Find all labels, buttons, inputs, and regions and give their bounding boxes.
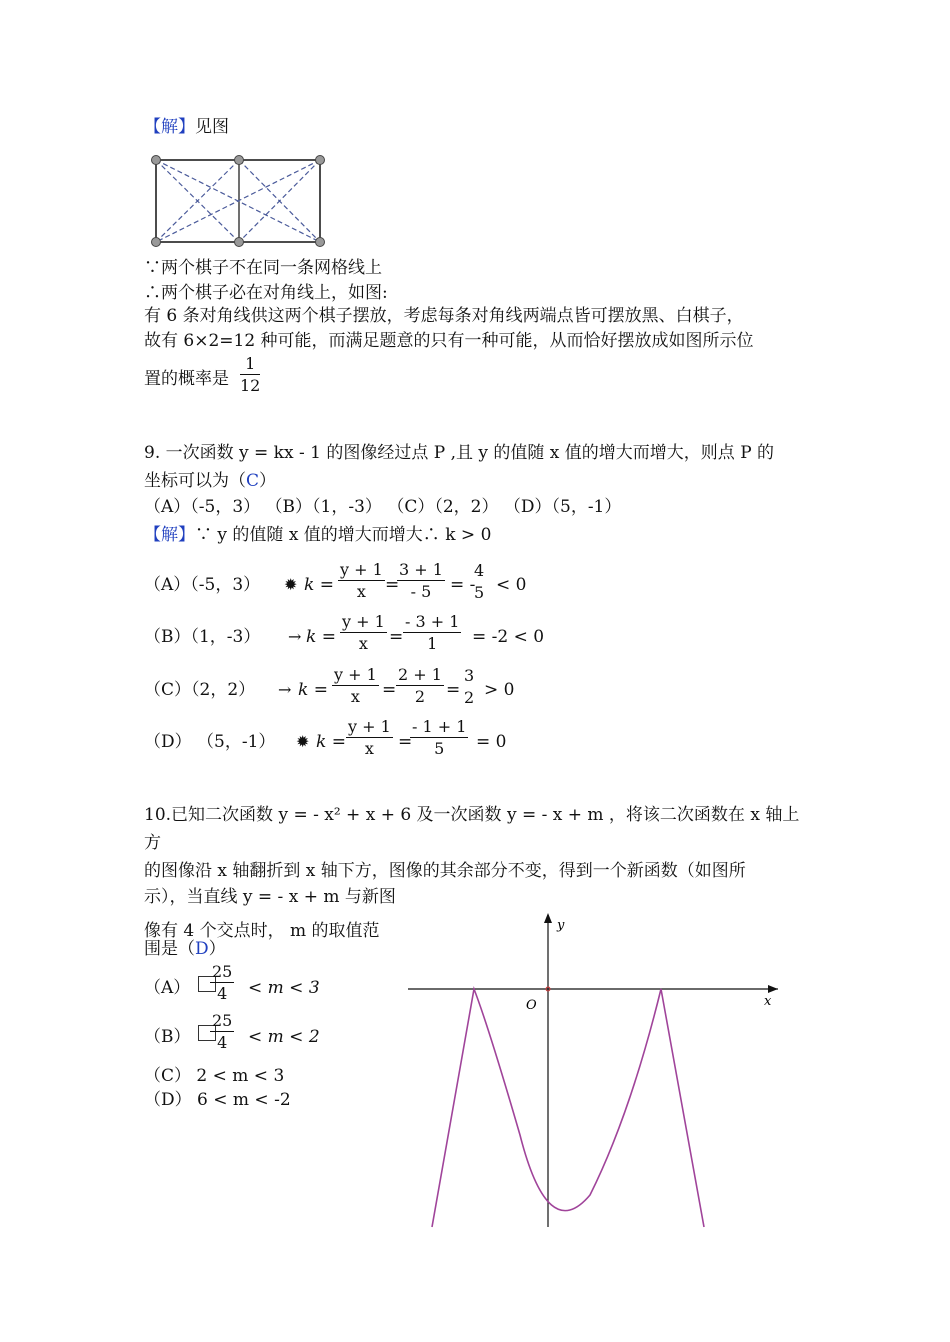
frac-num: y + 1 bbox=[334, 665, 377, 684]
q9-row-d-label: （D） （5，-1） bbox=[144, 732, 276, 752]
q9-row-c-frac-1 bbox=[332, 665, 379, 708]
frac-num: 2 + 1 bbox=[398, 665, 442, 684]
q10-option-b-label: （B） bbox=[144, 1027, 191, 1047]
frac-den: x bbox=[350, 687, 360, 706]
prev-line-5: 置的概率是 bbox=[144, 369, 229, 389]
frac-den: x bbox=[364, 739, 374, 758]
prev-solution-header bbox=[144, 116, 229, 138]
q9-row-d-k: k = bbox=[316, 732, 346, 752]
frac-den: 2 bbox=[414, 687, 426, 706]
q10-option-c: （C） 2 < m < 3 bbox=[144, 1066, 285, 1086]
frac-den: - 5 bbox=[410, 582, 432, 601]
frac-den: 4 bbox=[217, 1033, 228, 1052]
prev-line-4: 故有 6×2=12 种可能，而满足题意的只有一种可能，从而恰好摆放成如图所示位 bbox=[144, 331, 754, 351]
q9-row-d-frac-1 bbox=[346, 717, 393, 760]
frac-num: - 3 + 1 bbox=[405, 612, 460, 631]
new-function-curve bbox=[432, 989, 704, 1227]
q9-row-d-eq: = bbox=[398, 732, 413, 752]
q9-answer: C bbox=[246, 471, 260, 491]
q10-stem-line-4: 示），当直线 y = - x + m 与新图 bbox=[144, 887, 396, 907]
q9-row-a-arrow: ✹ bbox=[284, 575, 298, 594]
chessboard-diagram bbox=[146, 150, 332, 250]
q9-row-b-eq: = bbox=[389, 627, 404, 647]
q9-row-a-frac-1 bbox=[338, 560, 385, 603]
frac-num: 4 bbox=[474, 561, 485, 580]
q9-row-b-frac-2 bbox=[403, 612, 461, 655]
q9-solution-text: ∵ y 的值随 x 值的增大而增大∴ k > 0 bbox=[195, 525, 492, 545]
frac-num: 3 bbox=[464, 666, 475, 685]
q9-row-d-frac-2 bbox=[410, 717, 468, 760]
q10-option-a-label: （A） bbox=[144, 978, 191, 998]
solution-tag-text: 见图 bbox=[195, 117, 229, 137]
q10-option-a-fraction bbox=[210, 962, 234, 1005]
probability-fraction bbox=[240, 354, 260, 397]
solution-tag: 【解】 bbox=[144, 117, 195, 137]
q9-row-c-eq2: = bbox=[446, 680, 461, 700]
q9-row-a-eq: = bbox=[385, 575, 400, 595]
frac-den: 5 bbox=[434, 739, 445, 758]
q9-stem-suffix: ） bbox=[259, 471, 277, 491]
q10-stem-line-6 bbox=[144, 938, 226, 960]
frac-num: 3 + 1 bbox=[399, 560, 443, 579]
frac-num: y + 1 bbox=[342, 612, 385, 631]
q9-stem-line-2 bbox=[144, 470, 276, 492]
q9-row-c-eq: = bbox=[382, 680, 397, 700]
q9-row-b-k: k = bbox=[306, 627, 336, 647]
q10-stem-suffix: ） bbox=[208, 939, 226, 959]
prev-line-2: ∴两个棋子必在对角线上，如图: bbox=[144, 283, 388, 303]
q9-row-a-eq2: = - bbox=[450, 575, 476, 595]
q9-options: （A）（-5，3） （B）（1，-3） （C）（2，2） （D）（5，-1） bbox=[144, 497, 622, 517]
q9-row-d-arrow: ✹ bbox=[296, 732, 310, 751]
q10-stem-line-2: 方 bbox=[144, 833, 161, 853]
q9-row-b-tail: = -2 < 0 bbox=[472, 627, 545, 647]
frac-den: 4 bbox=[217, 984, 228, 1003]
q9-row-c-frac-3 bbox=[464, 665, 474, 709]
q10-stem-line-5: 像有 4 个交点时， m 的取值范 bbox=[144, 921, 380, 941]
q10-option-d: （D） 6 < m < -2 bbox=[144, 1090, 291, 1110]
x-axis-label: x bbox=[764, 994, 772, 1009]
q9-row-c-label: （C）（2，2） bbox=[144, 680, 256, 700]
q10-option-a-tail: < m < 3 bbox=[248, 978, 320, 998]
q9-row-d-tail: = 0 bbox=[476, 732, 507, 752]
frac-den: 1 bbox=[427, 634, 438, 653]
q9-solution-header bbox=[144, 524, 491, 546]
y-axis-arrow-icon bbox=[544, 913, 552, 923]
q9-row-c-arrow: → bbox=[278, 680, 292, 699]
q9-row-c-tail: > 0 bbox=[484, 680, 515, 700]
q9-row-c-frac-2 bbox=[396, 665, 444, 708]
frac-num: 25 bbox=[212, 962, 233, 981]
q9-row-a-k: k = bbox=[304, 575, 334, 595]
frac-num: y + 1 bbox=[348, 717, 391, 736]
origin-label: O bbox=[526, 998, 537, 1013]
frac-num: 25 bbox=[212, 1011, 233, 1030]
prev-line-1: ∵两个棋子不在同一条网格线上 bbox=[144, 258, 382, 278]
frac-den: 5 bbox=[474, 583, 485, 602]
q9-row-a-tail: < 0 bbox=[496, 575, 527, 595]
q10-stem-line-1: 10.已知二次函数 y = - x² + x + 6 及一次函数 y = - x + m ，将该二次函数在 x 轴上 bbox=[144, 805, 800, 825]
q9-row-b-arrow: → bbox=[288, 627, 302, 646]
frac-den: 2 bbox=[464, 688, 475, 707]
q9-solution-tag: 【解】 bbox=[144, 525, 195, 545]
q10-answer: D bbox=[195, 939, 209, 959]
fraction-numerator: 1 bbox=[240, 354, 260, 375]
y-axis-label: y bbox=[557, 918, 565, 933]
q10-stem-prefix: 围是（ bbox=[144, 939, 195, 959]
q9-stem-prefix: 坐标可以为（ bbox=[144, 471, 246, 491]
frac-num: - 1 + 1 bbox=[412, 717, 467, 736]
frac-den: x bbox=[358, 634, 368, 653]
q9-row-b-frac-1 bbox=[340, 612, 387, 655]
q9-row-a-frac-3 bbox=[474, 560, 484, 604]
frac-num: y + 1 bbox=[340, 560, 383, 579]
x-axis-arrow-icon bbox=[768, 985, 778, 993]
q9-row-b-label: （B）（1，-3） bbox=[144, 627, 261, 647]
prev-line-3: 有 6 条对角线供这两个棋子摆放，考虑每条对角线两端点皆可摆放黑、白棋子， bbox=[144, 306, 744, 326]
q9-stem-line-1: 9. 一次函数 y = kx - 1 的图像经过点 P ,且 y 的值随 x 值的增大而增大，则点 P 的 bbox=[144, 443, 775, 463]
q10-option-b-fraction bbox=[210, 1011, 234, 1054]
q9-row-a-label: （A）（-5，3） bbox=[144, 575, 261, 595]
q10-option-b-tail: < m < 2 bbox=[248, 1027, 320, 1047]
frac-den: x bbox=[356, 582, 366, 601]
q9-row-c-k: k = bbox=[298, 680, 328, 700]
q9-row-a-frac-2 bbox=[397, 560, 445, 603]
q10-function-graph bbox=[400, 905, 800, 1235]
fraction-denominator: 12 bbox=[240, 376, 261, 395]
q10-stem-line-3: 的图像沿 x 轴翻折到 x 轴下方，图像的其余部分不变，得到一个新函数（如图所 bbox=[144, 861, 746, 881]
